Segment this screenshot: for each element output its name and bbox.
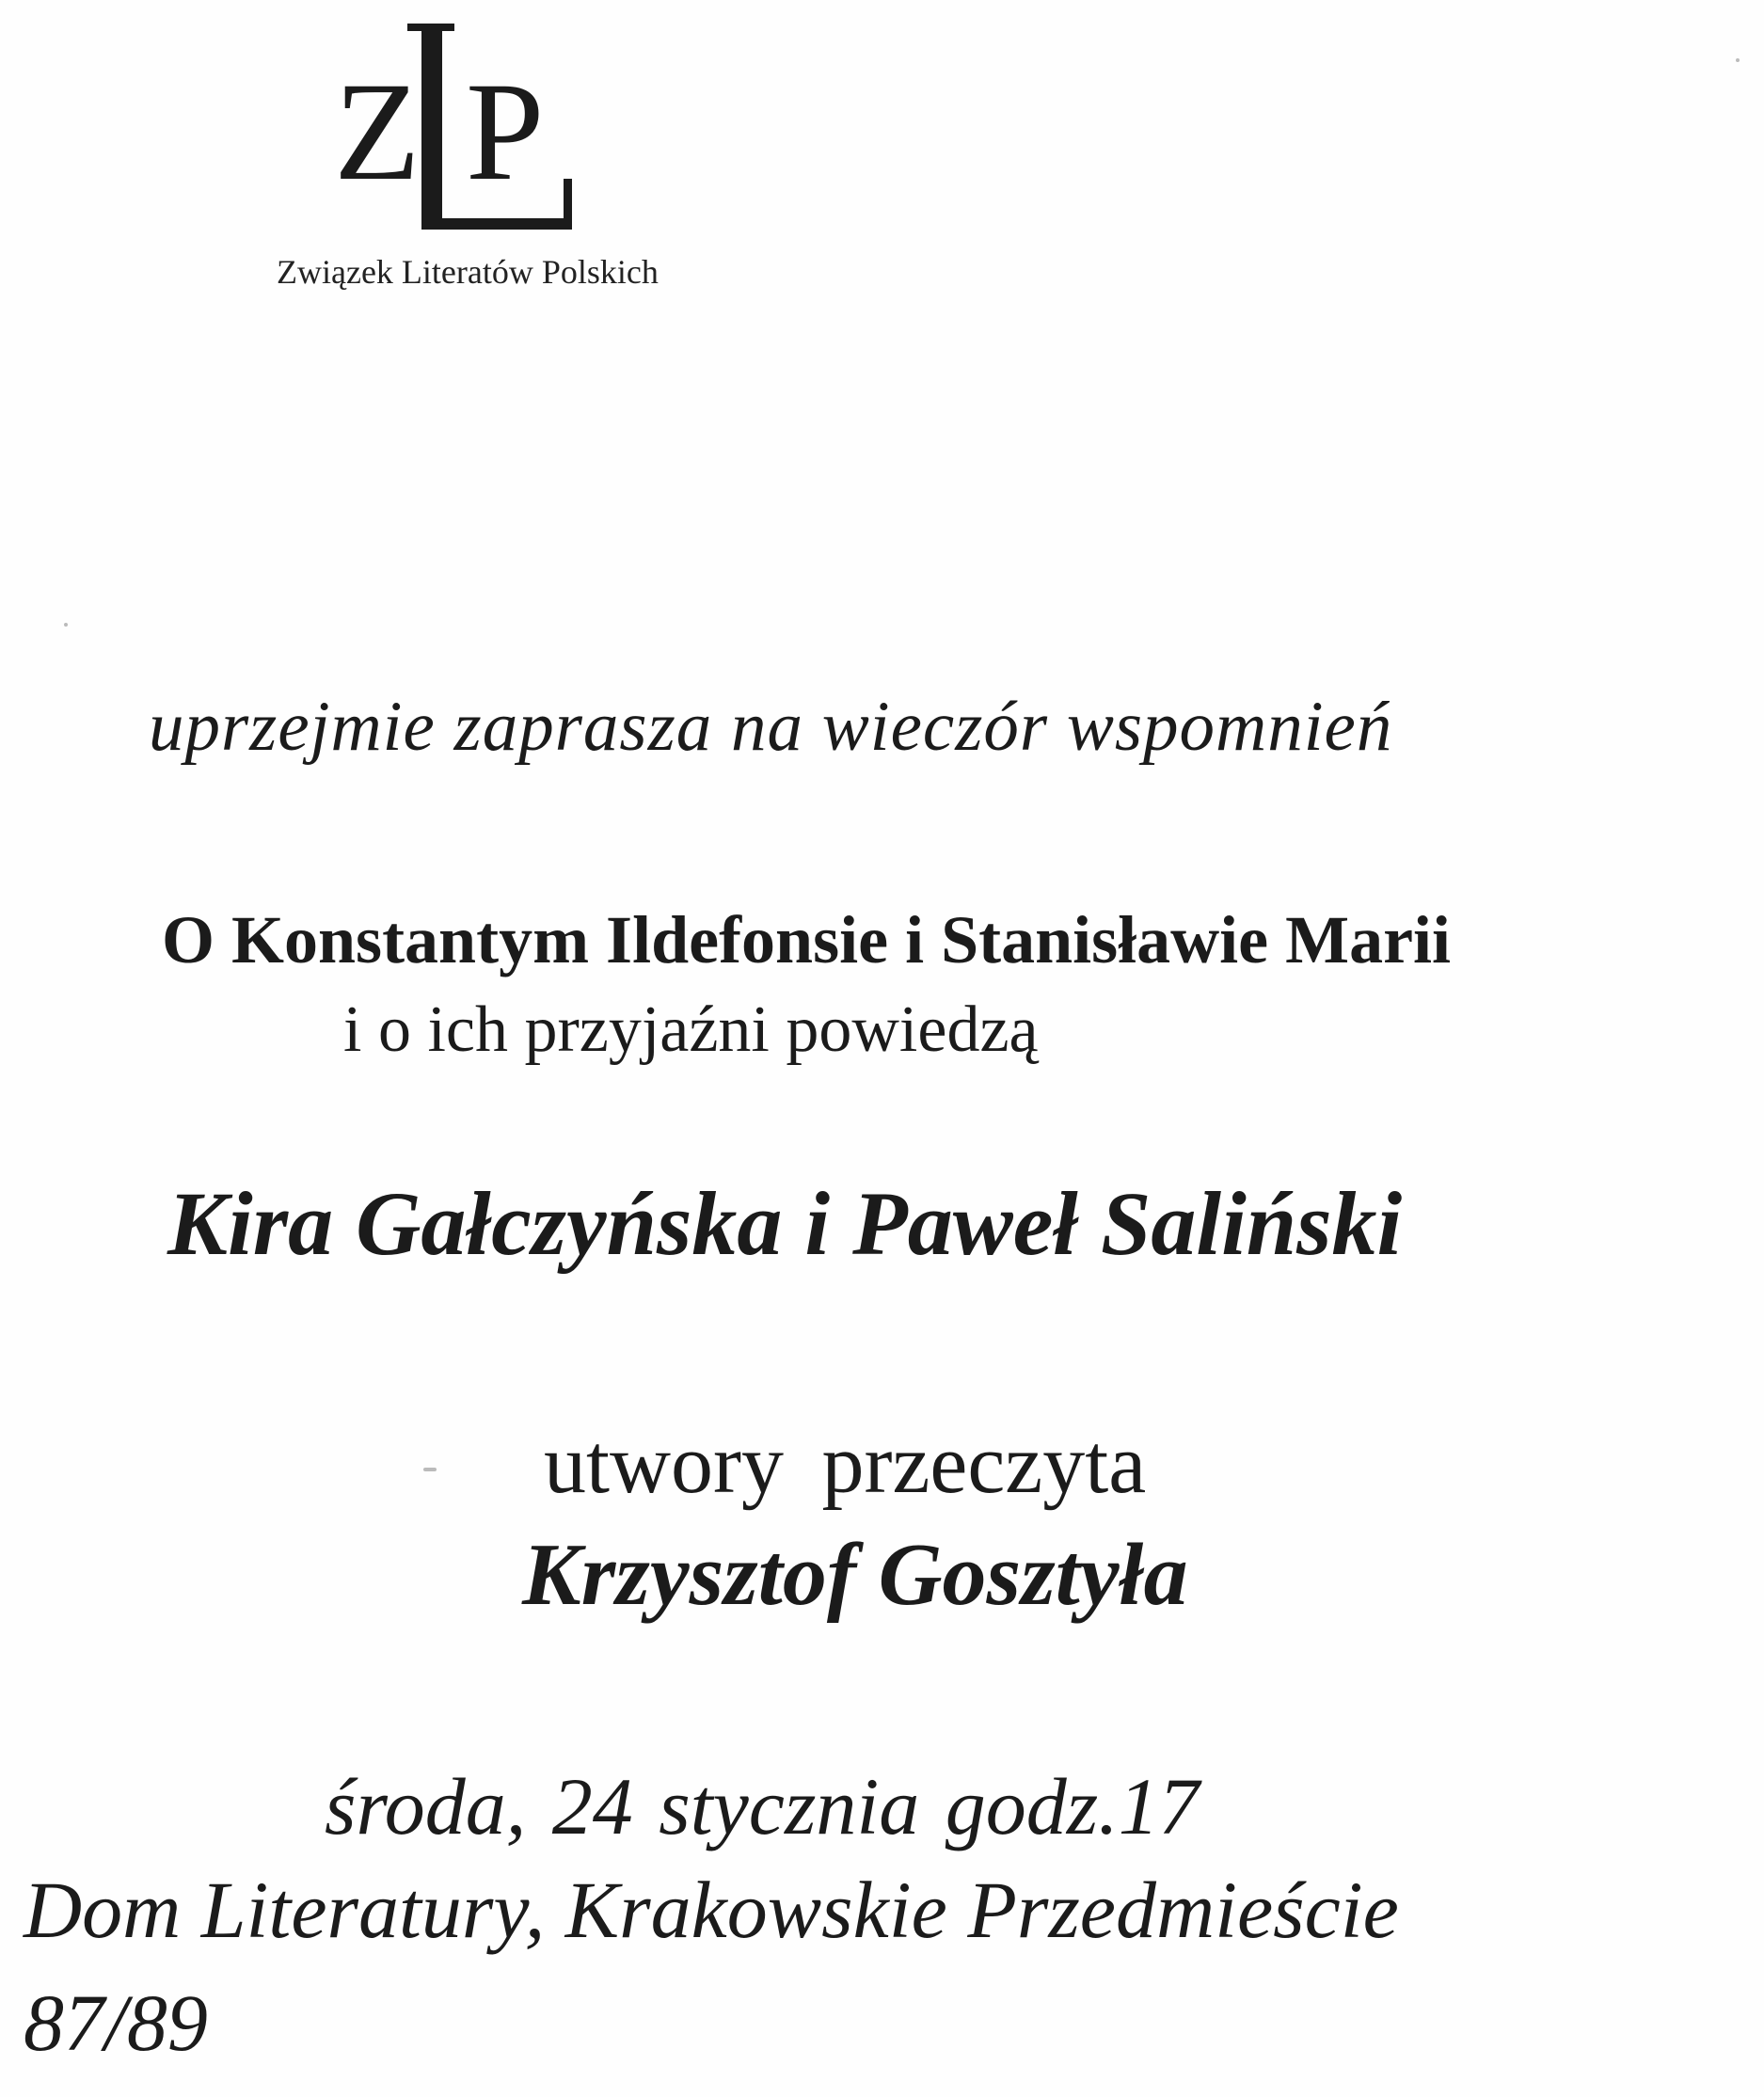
event-address: 87/89: [24, 1978, 208, 2068]
event-speakers: Kira Gałczyńska i Paweł Saliński: [167, 1173, 1403, 1274]
scan-speck: [1736, 58, 1740, 62]
event-friendship-line: i o ich przyjaźni powiedzą: [343, 993, 1039, 1066]
event-datetime: środa, 24 stycznia godz.17: [325, 1761, 1200, 1851]
svg-text:P: P: [466, 54, 545, 210]
event-subject: O Konstantym Ildefonsie i Stanisławie Marii: [162, 902, 1452, 977]
reading-label: utwory przeczyta: [544, 1418, 1147, 1511]
logo-caption: Związek Literatów Polskich: [277, 253, 659, 291]
zlp-logo: [334, 19, 597, 235]
scan-speck: [423, 1468, 437, 1471]
reader-name: Krzysztof Gosztyła: [522, 1526, 1188, 1624]
invitation-intro: uprzejmie zaprasza na wieczór wspomnień: [149, 688, 1393, 766]
svg-text:Z: Z: [334, 54, 421, 210]
zlp-monogram-icon: [334, 19, 597, 235]
event-venue: Dom Literatury, Krakowskie Przedmieście: [24, 1865, 1399, 1955]
scan-speck: [64, 623, 68, 627]
